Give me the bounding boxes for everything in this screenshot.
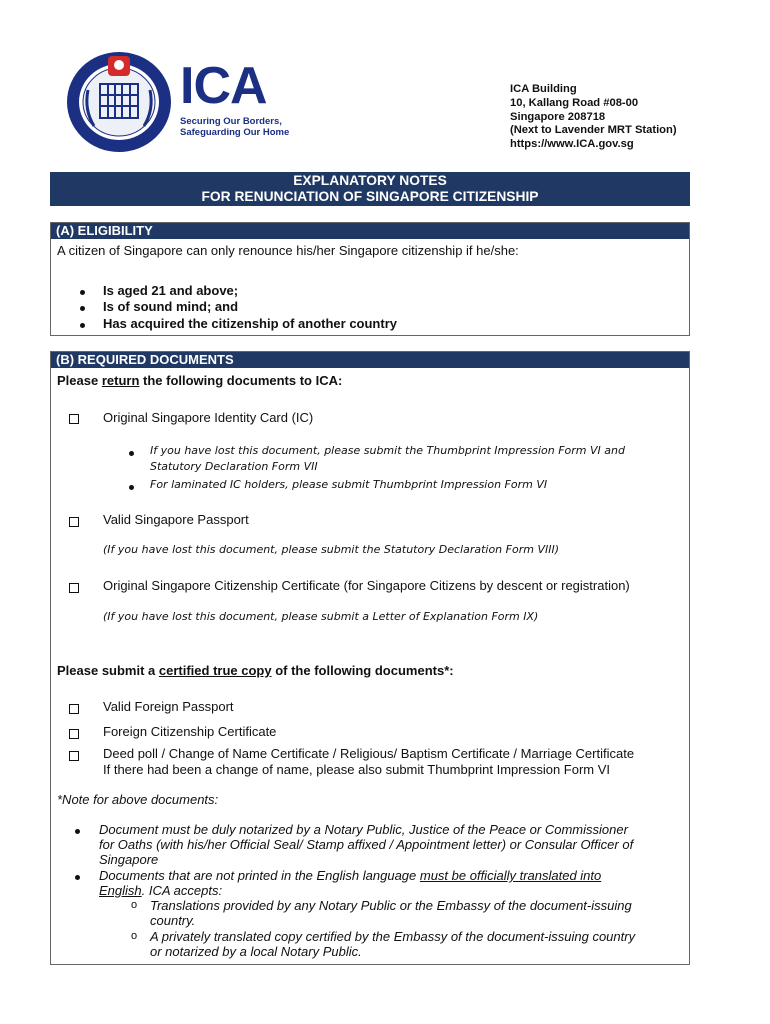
note-1c: Singapore — [99, 852, 159, 867]
address-line: (Next to Lavender MRT Station) — [510, 124, 677, 137]
return-underlined: return — [101, 373, 140, 388]
copy-foreign-citizenship: Foreign Citizenship Certificate — [103, 724, 277, 739]
section-required-documents — [50, 351, 690, 965]
checkbox-foreign-citizenship[interactable] — [69, 729, 79, 739]
ica-seal-logo — [64, 50, 174, 154]
note-2a-pre: Documents that are not printed in the English language — [99, 868, 420, 883]
sub-note-1a: Translations provided by any Notary Public or the Embassy of the document-issuing — [150, 898, 632, 913]
eligibility-intro: A citizen of Singapore can only renounce his/her Singapore citizenship if he/she: — [57, 243, 519, 258]
checkbox-identity-card[interactable] — [69, 414, 79, 424]
copy-pre: Please submit a — [57, 663, 159, 678]
checkbox-citizenship-certificate[interactable] — [69, 583, 79, 593]
copy-change-of-name: If there had been a change of name, please also submit Thumbprint Impression Form VI — [103, 762, 611, 777]
note-2b-underlined: English — [99, 883, 142, 898]
bullet-icon — [80, 323, 85, 328]
checkbox-foreign-passport[interactable] — [69, 704, 79, 714]
eligibility-item: Is of sound mind; and — [103, 299, 239, 314]
doc2-note: (If you have lost this document, please submit the Statutory Declaration Form VIII) — [103, 543, 559, 556]
address-block — [510, 83, 677, 152]
sub-note-2b: or notarized by a local Notary Public. — [150, 944, 362, 959]
tagline-line-1: Securing Our Borders, — [180, 116, 282, 127]
address-line: Singapore 208718 — [510, 110, 606, 123]
doc1-note-1a: If you have lost this document, please submit the Thumbprint Impression Form VI and — [150, 444, 625, 457]
copy-foreign-passport: Valid Foreign Passport — [103, 699, 234, 714]
doc3-note: (If you have lost this document, please submit a Letter of Explanation Form IX) — [103, 610, 539, 623]
return-pre: Please — [57, 373, 102, 388]
doc-citizenship-certificate: Original Singapore Citizenship Certificate (for Singapore Citizens by descent or registration) — [103, 578, 630, 593]
bullet-icon — [75, 875, 80, 880]
section-b-heading: (B) REQUIRED DOCUMENTS — [51, 352, 689, 368]
copy-deed-poll: Deed poll / Change of Name Certificate / Religious/ Baptism Certificate / Marriage Certificate — [103, 746, 635, 761]
website-link[interactable]: https://www.ICA.gov.sg — [510, 138, 634, 151]
note-2a-underlined: must be officially translated into — [419, 868, 602, 883]
bullet-icon — [80, 306, 85, 311]
doc-passport: Valid Singapore Passport — [103, 512, 249, 527]
eligibility-item: Has acquired the citizenship of another country — [103, 316, 397, 331]
sub-note-2a: A privately translated copy certified by the Embassy of the document-issuing country — [150, 929, 636, 944]
doc-identity-card: Original Singapore Identity Card (IC) — [103, 410, 314, 425]
section-eligibility — [50, 222, 690, 336]
sub-bullet-icon: o — [131, 930, 138, 942]
address-line: 10, Kallang Road #08-00 — [510, 96, 639, 109]
eligibility-item: Is aged 21 and above; — [103, 283, 239, 298]
certified-copy-instruction — [57, 663, 454, 679]
doc1-note-2: For laminated IC holders, please submit Thumbprint Impression Form VI — [150, 478, 548, 491]
sub-note-1b: country. — [150, 913, 196, 928]
return-instruction — [57, 373, 342, 389]
copy-underlined: certified true copy — [158, 663, 272, 678]
section-a-heading: (A) ELIGIBILITY — [51, 223, 689, 239]
tagline-line-2: Safeguarding Our Home — [180, 127, 290, 138]
note-2a — [99, 868, 601, 884]
bullet-icon — [80, 290, 85, 295]
copy-post: of the following documents*: — [271, 663, 454, 678]
note-heading: *Note for above documents: — [57, 792, 219, 807]
bullet-icon — [75, 829, 80, 834]
note-2b — [99, 883, 222, 899]
page-title — [50, 172, 690, 206]
sub-bullet-icon: o — [131, 899, 138, 911]
ica-logo-word: ICA — [180, 57, 267, 115]
note-2b-post: . ICA accepts: — [141, 883, 223, 898]
checkbox-passport[interactable] — [69, 517, 79, 527]
return-post: the following documents to ICA: — [139, 373, 343, 388]
doc1-note-1b: Statutory Declaration Form VII — [150, 460, 318, 473]
bullet-icon — [129, 485, 134, 490]
note-1b: for Oaths (with his/her Official Seal/ Stamp affixed / Appointment letter) or Consular Officer of — [99, 837, 634, 852]
title-line-1: EXPLANATORY NOTES — [293, 173, 447, 188]
checkbox-deed-poll[interactable] — [69, 751, 79, 761]
note-1a: Document must be duly notarized by a Notary Public, Justice of the Peace or Commissioner — [99, 822, 628, 837]
address-line: ICA Building — [510, 83, 577, 95]
title-line-2: FOR RENUNCIATION OF SINGAPORE CITIZENSHIP — [201, 189, 539, 204]
bullet-icon — [129, 451, 134, 456]
ica-wordmark — [180, 57, 290, 138]
